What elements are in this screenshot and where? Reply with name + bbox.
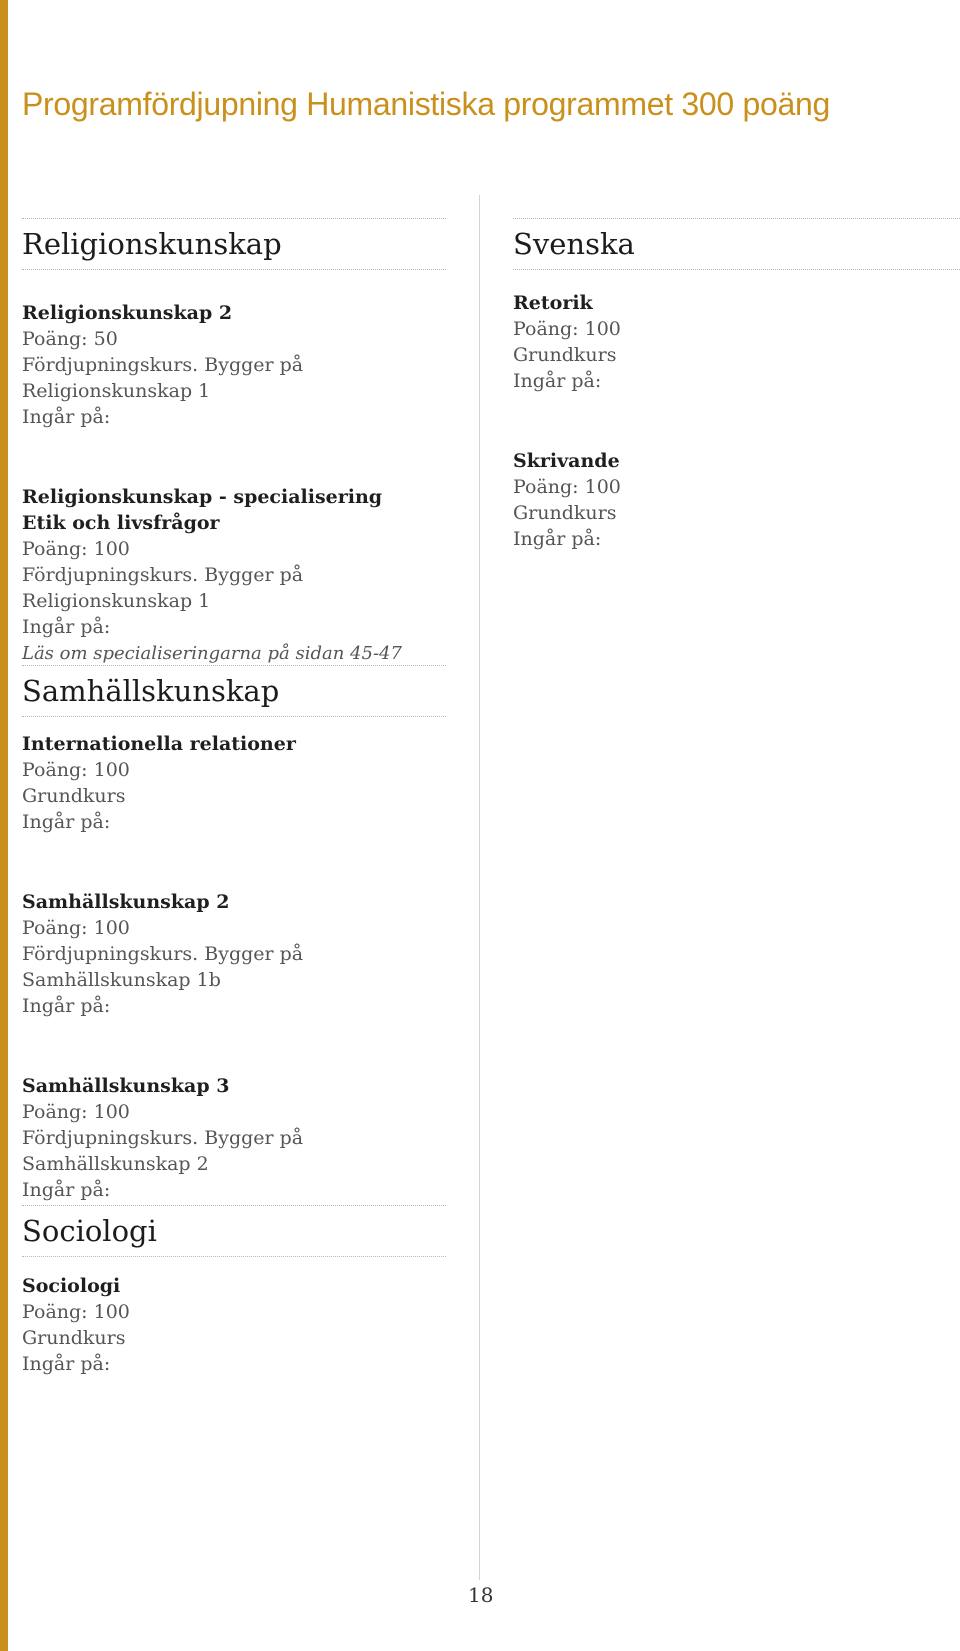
- course-included: Ingår på:: [513, 370, 602, 392]
- course-points: Poäng: 100: [22, 1301, 130, 1323]
- course-name: Samhällskunskap 3: [22, 1075, 230, 1097]
- section-heading: Samhällskunskap: [22, 666, 446, 717]
- section-religionskunskap: [22, 218, 446, 668]
- course-name: Internationella relationer: [22, 733, 296, 755]
- course-included: Ingår på:: [22, 616, 111, 638]
- course-points: Poäng: 100: [22, 1101, 130, 1123]
- course-name: Religionskunskap 2: [22, 302, 233, 324]
- course-religionskunskap-specialisering: [22, 484, 446, 668]
- course-samhallskunskap-2: [22, 889, 446, 1019]
- column-divider: [479, 195, 480, 1580]
- course-subtitle: Etik och livsfrågor: [22, 512, 220, 534]
- course-skrivande: [513, 448, 960, 552]
- course-points: Poäng: 100: [513, 476, 621, 498]
- course-name: Religionskunskap - specialisering: [22, 486, 383, 508]
- course-points: Poäng: 100: [22, 917, 130, 939]
- course-included: Ingår på:: [22, 406, 111, 428]
- course-type: Grundkurs: [513, 344, 617, 366]
- section-heading: Svenska: [513, 219, 960, 270]
- course-type: Fördjupningskurs. Bygger på Samhällskunskap 1b: [22, 943, 304, 991]
- course-type: Grundkurs: [513, 502, 617, 524]
- section-sociologi: [22, 1205, 446, 1377]
- course-name: Sociologi: [22, 1275, 121, 1297]
- course-type: Fördjupningskurs. Bygger på Religionskunskap 1: [22, 354, 304, 402]
- course-points: Poäng: 100: [22, 538, 130, 560]
- course-included: Ingår på:: [22, 811, 111, 833]
- section-heading: Sociologi: [22, 1206, 446, 1257]
- course-points: Poäng: 50: [22, 328, 118, 350]
- course-sociologi: [22, 1273, 446, 1377]
- course-type: Fördjupningskurs. Bygger på Religionskunskap 1: [22, 564, 304, 612]
- course-samhallskunskap-3: [22, 1073, 446, 1203]
- section-samhallskunskap: [22, 665, 446, 1203]
- section-svenska: [513, 218, 960, 552]
- course-name: Samhällskunskap 2: [22, 891, 230, 913]
- course-type: Fördjupningskurs. Bygger på Samhällskunskap 2: [22, 1127, 304, 1175]
- course-note: Läs om specialiseringarna på sidan 45-47: [22, 643, 402, 664]
- course-name: Retorik: [513, 292, 593, 314]
- course-included: Ingår på:: [513, 528, 602, 550]
- course-included: Ingår på:: [22, 1353, 111, 1375]
- course-type: Grundkurs: [22, 785, 126, 807]
- course-retorik: [513, 290, 960, 394]
- course-religionskunskap-2: [22, 300, 446, 430]
- section-heading: Religionskunskap: [22, 219, 446, 270]
- course-included: Ingår på:: [22, 995, 111, 1017]
- accent-bar: [0, 0, 8, 1651]
- page-number: 18: [468, 1583, 494, 1607]
- course-included: Ingår på:: [22, 1179, 111, 1201]
- course-name: Skrivande: [513, 450, 620, 472]
- course-points: Poäng: 100: [513, 318, 621, 340]
- course-points: Poäng: 100: [22, 759, 130, 781]
- page-title: Programfördjupning Humanistiska programmet 300 poäng: [22, 86, 830, 122]
- course-internationella-relationer: [22, 731, 446, 835]
- course-type: Grundkurs: [22, 1327, 126, 1349]
